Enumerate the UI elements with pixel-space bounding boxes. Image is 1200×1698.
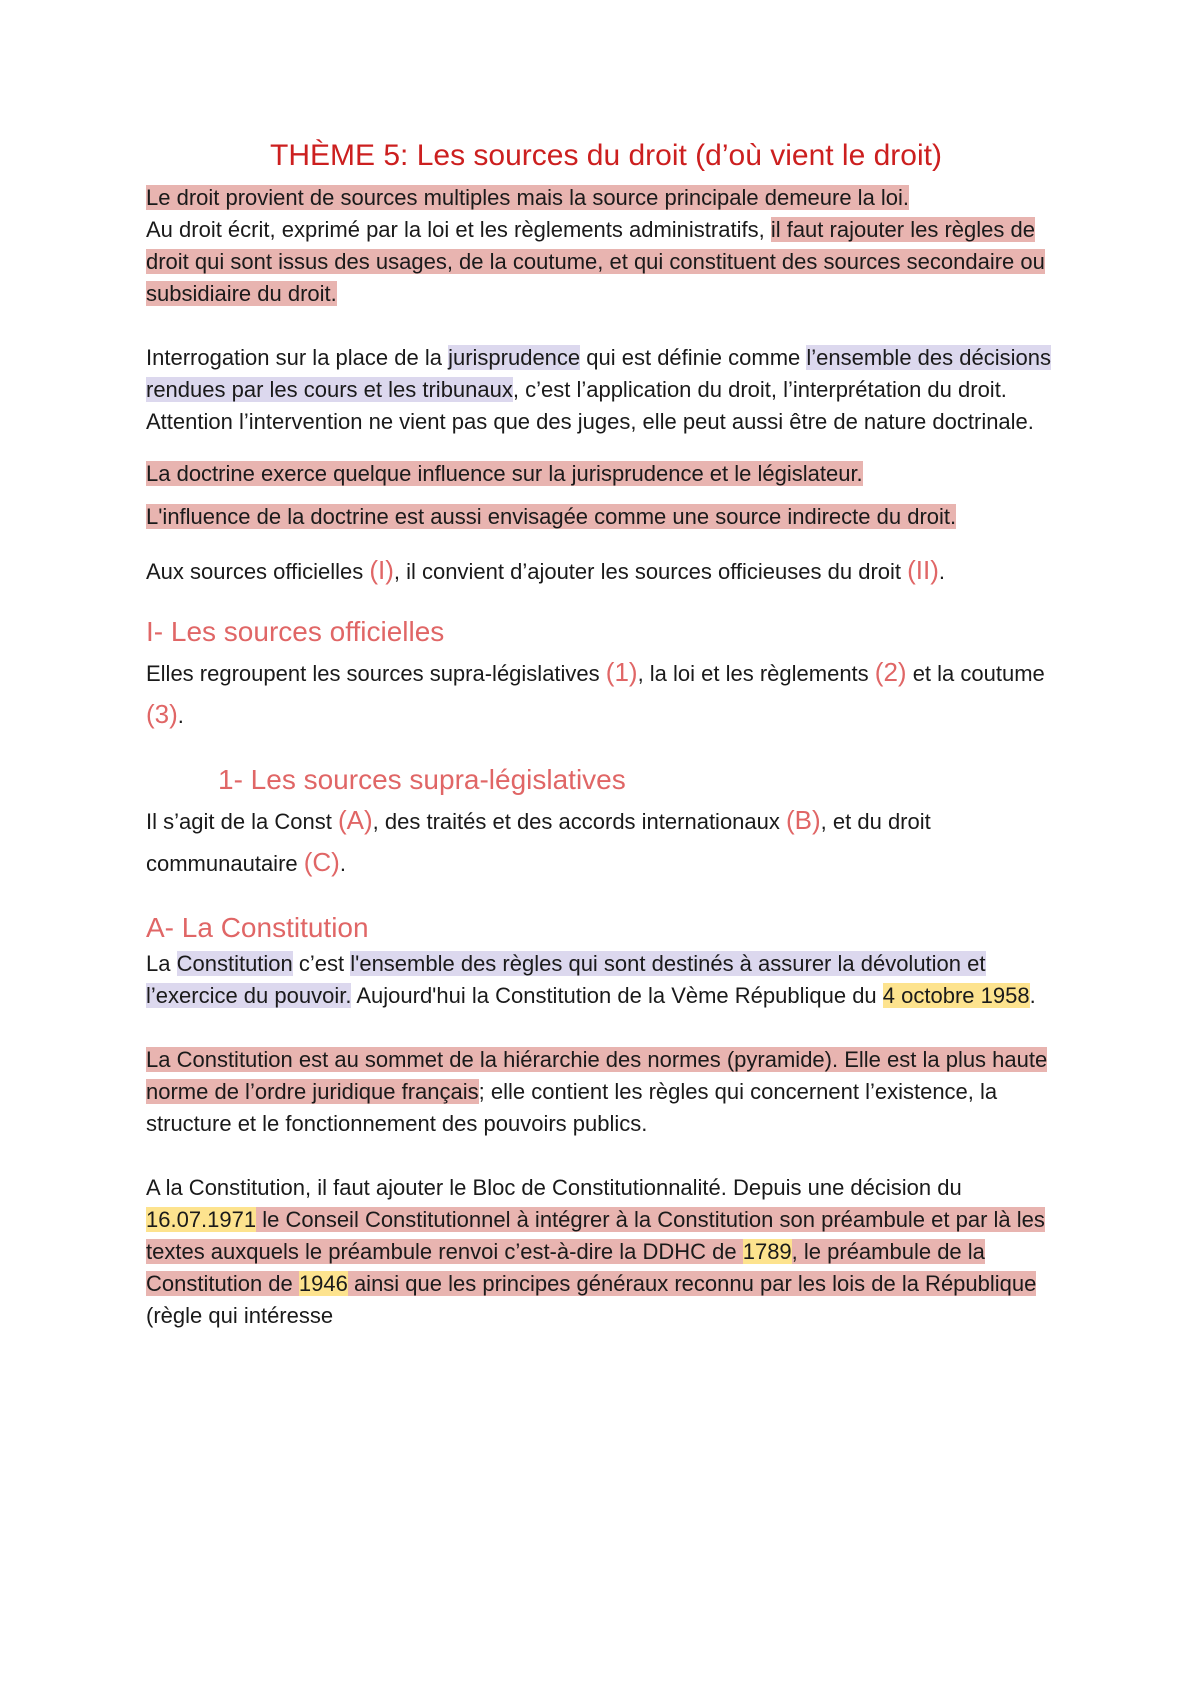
section-1-paragraph: [146, 800, 1066, 884]
text-run: ; elle contient les règles qui concernent l’existence, la structure et le fonctionnement des pouvoirs publics.: [146, 1079, 998, 1136]
text-run: , c’est l’application du droit, l’interprétation du droit. Attention l’intervention ne vient pas que des juges, elle peut aussi être de nature doctrinale.: [146, 377, 1034, 434]
highlight-red: , le préambule de la Constitution de: [146, 1239, 985, 1296]
text-run: , il convient d’ajouter les sources officieuses du droit: [393, 559, 908, 584]
highlight-red: L'influence de la doctrine est aussi envisagée comme une source indirecte du droit.: [146, 504, 957, 529]
bloc-constitutionnalite-paragraph: [146, 1172, 1066, 1332]
text-run: La: [146, 951, 177, 976]
text-run: , la loi et les règlements: [637, 661, 875, 686]
text-run: A la Constitution, il faut ajouter le Bloc de Constitutionnalité. Depuis une décision du: [146, 1175, 962, 1200]
reference-marker: (II): [907, 555, 939, 585]
text-run: c’est: [292, 951, 351, 976]
highlight-blue: jurisprudence: [448, 345, 581, 370]
highlight-blue: l'ensemble des règles qui sont destinés à assurer la dévolution et l’exercice du pouvoir.: [146, 951, 986, 1008]
text-run: , des traités et des accords internationaux: [372, 809, 786, 834]
intro-paragraph-2: [146, 214, 1066, 310]
text-run: Elles regroupent les sources supra-législatives: [146, 661, 606, 686]
text-run: .: [1029, 983, 1036, 1008]
highlight-blue: Constitution: [176, 951, 293, 976]
text-run: Aux sources officielles: [146, 559, 370, 584]
text-run: (règle qui intéresse: [146, 1303, 334, 1328]
highlight-red: le Conseil Constitutionnel à intégrer à la Constitution son préambule et par là les textes auxquels le préambule renvoi c’est-à-dire la DDHC de: [146, 1207, 1045, 1264]
section-heading-A: A- La Constitution: [146, 912, 369, 943]
doctrine-paragraph-2: [146, 504, 1066, 530]
constitution-hierarchy-paragraph: [146, 1044, 1066, 1140]
text-run: et la coutume: [906, 661, 1045, 686]
text-run: qui est définie comme: [580, 345, 807, 370]
highlight-red: La Constitution est au sommet de la hiérarchie des normes (pyramide). Elle est la plus haute norme de l’ordre juridique français: [146, 1047, 1048, 1104]
jurisprudence-paragraph: [146, 342, 1066, 438]
reference-marker: (C): [303, 847, 340, 877]
highlight-yellow: 1789: [742, 1239, 792, 1264]
text-run: Aujourd'hui la Constitution de la Vème République du: [351, 983, 883, 1008]
highlight-red: il faut rajouter les règles de droit qui sont issus des usages, de la coutume, et qui constituent des sources secondaire ou subsidiaire du droit.: [146, 217, 1045, 306]
text-run: .: [938, 559, 946, 584]
reference-marker: (2): [874, 657, 907, 687]
text-run: Il s’agit de la Const: [146, 809, 338, 834]
highlight-yellow: 1946: [298, 1271, 348, 1296]
text-run: .: [177, 703, 184, 728]
text-run: , et du droit communautaire: [146, 809, 931, 876]
section-heading-1: 1- Les sources supra-législatives: [218, 764, 626, 795]
transition-paragraph: [146, 550, 1066, 592]
highlight-blue: l’ensemble des décisions rendues par les cours et les tribunaux: [146, 345, 1051, 402]
intro-paragraph-1: [146, 182, 1066, 214]
highlight-yellow: 4 octobre 1958: [882, 983, 1030, 1008]
doctrine-paragraph-1: [146, 458, 1066, 490]
reference-marker: (B): [786, 805, 821, 835]
reference-marker: (A): [337, 805, 373, 835]
text-run: Interrogation sur la place de la: [146, 345, 449, 370]
constitution-definition-paragraph: [146, 948, 1066, 1012]
text-run: .: [339, 851, 346, 876]
highlight-red: ainsi que les principes généraux reconnu par les lois de la République: [347, 1271, 1037, 1296]
highlight-yellow: 16.07.1971: [146, 1207, 257, 1232]
document-body: [146, 138, 1066, 1332]
section-I-paragraph: [146, 652, 1066, 736]
reference-marker: (3): [146, 699, 178, 729]
highlight-red: Le droit provient de sources multiples mais la source principale demeure la loi.: [146, 185, 910, 210]
document-title: THÈME 5: Les sources du droit (d’où vient le droit): [270, 139, 942, 172]
reference-marker: (1): [605, 657, 638, 687]
reference-marker: (I): [369, 555, 394, 585]
section-heading-I: I- Les sources officielles: [146, 616, 445, 647]
text-run: Au droit écrit, exprimé par la loi et les règlements administratifs,: [146, 217, 771, 242]
highlight-red: La doctrine exerce quelque influence sur la jurisprudence et le législateur.: [146, 461, 863, 486]
